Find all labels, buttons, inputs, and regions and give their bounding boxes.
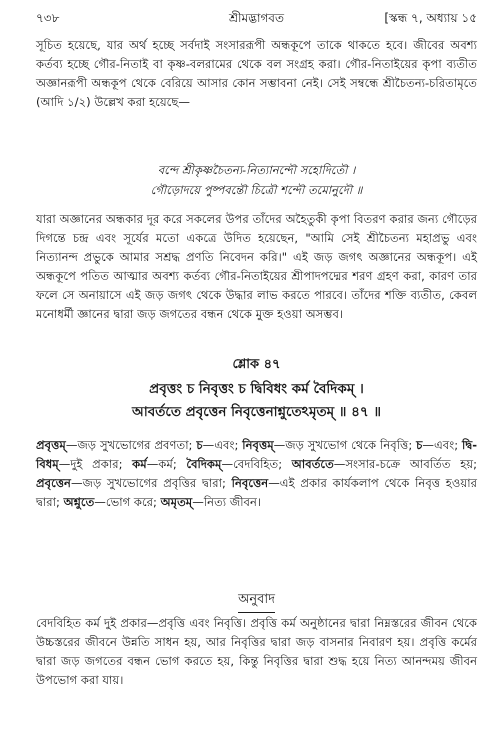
- synonym-meaning: —কর্ম;: [146, 457, 187, 471]
- sloka-line-1: প্রবৃত্তং চ নিবৃত্তং চ দ্বিবিধং কর্ম বৈদিকম্ ।: [149, 381, 364, 397]
- synonym-meaning: —নিত্য জীবন।: [192, 495, 262, 509]
- synonym-meaning: —জড় সুখভোগের প্রবণতা;: [65, 438, 197, 452]
- synonym-term: চ: [196, 438, 203, 452]
- purport-paragraph-1: সূচিত হয়েছে, যার অর্থ হচ্ছে সর্বদাই সংসাররূপী অন্ধকূপে তাকে থাকতে হবে। জীবের অবশ্য কর্তব্য হচ্ছে গৌর-নিতাই বা কৃষ্ণ-বলরামের থেকে বল সংগ্রহ করা। গৌর-নিতাইয়ের কৃপা ব্যতীত অজ্ঞানরূপী অন্ধকূপ থেকে বেরিয়ে আসার কোন সম্ভাবনা নেই। সেই সম্বন্ধে শ্রীচৈতন্য-চরিতামৃতে (আদি ১/২) উল্লেখ করা হয়েছে—: [36, 38, 477, 109]
- synonym-term: বৈদিকম্: [186, 457, 222, 471]
- synonym-meaning: —এবং;: [422, 438, 462, 452]
- purport-paragraph-2: যারা অজ্ঞানের অন্ধকার দূর করে সকলের উপর তাঁদের অহৈতুকী কৃপা বিতরণ করার জন্য গৌড়ের দিগন্তে চন্দ্র এবং সূর্যের মতো একত্রে উদিত হয়েছেন, "আমি সেই শ্রীচৈতন্য মহাপ্রভু এবং নিত্যানন্দ প্রভুকে আমার সশ্রদ্ধ প্রণতি নিবেদন করি।" এই জড় জগৎ অজ্ঞানের অন্ধকূপ। এই অন্ধকূপে পতিত আত্মার অবশ্য কর্তব্য গৌর-নিতাইয়ের শ্রীপাদপদ্মের শরণ গ্রহণ করা, কারণ তার ফলে সে অনায়াসে এই জড় জগৎ থেকে উদ্ধার লাভ করতে পারবে। তাঁদের শক্তি ব্যতীত, কেবল মনোধর্মী জ্ঞানের দ্বারা জড় জগতের বন্ধন থেকে মুক্ত হওয়া অসম্ভব।: [36, 212, 477, 321]
- synonym-term: দ্বি-বিধম্: [36, 438, 478, 471]
- synonym-term: অশ্নুতে: [63, 495, 95, 509]
- sloka-line-2: আবর্ততে প্রবৃত্তেন নিবৃত্তেনাশ্নুতেঽমৃতম্ ॥ ৪৭ ॥: [132, 404, 381, 420]
- synonym-meaning: —জড় সুখভোগের প্রবৃত্তির দ্বারা;: [70, 476, 232, 490]
- synonym-term: কর্ম: [132, 457, 147, 471]
- synonym-term: নিবৃত্তেন: [231, 476, 269, 490]
- synonym-meaning: —দুই প্রকার;: [58, 457, 133, 471]
- running-title: শ্রীমদ্ভাগবত: [228, 11, 284, 25]
- word-for-word-synonyms: [36, 436, 477, 512]
- sloka-heading: শ্লোক ৪৭: [232, 357, 281, 372]
- sloka-text: [36, 378, 477, 424]
- synonym-meaning: —ভোগ করে;: [94, 495, 161, 509]
- synonym-term: চ: [416, 438, 423, 452]
- quoted-verse-line-2: গৌড়োদয়ে পুষ্পবন্তৌ চিত্রৌ শন্দৌ তমোনুদৌ ॥: [150, 183, 363, 197]
- synonym-meaning: —সংসার-চক্রে আবর্তিত হয়;: [333, 457, 478, 471]
- synonym-meaning: —এই প্রকার কার্যকলাপ থেকে নিবৃত্ত হওয়ার দ্বারা;: [36, 476, 477, 509]
- synonym-term: অমৃতম্: [160, 495, 193, 509]
- synonym-term: নিবৃত্তম্: [242, 438, 274, 452]
- quoted-verse: [36, 160, 477, 200]
- synonym-meaning: —এবং;: [202, 438, 243, 452]
- synonym-term: আবর্ততে: [291, 457, 334, 471]
- quoted-verse-line-1: বন্দে শ্রীকৃষ্ণচৈতন্য-নিত্যানন্দৌ সহোদিতৌ ।: [157, 163, 356, 177]
- chapter-locator: [স্কন্ধ ৭, অধ্যায় ১৫: [384, 11, 477, 25]
- synonym-meaning: —বেদবিহিত;: [221, 457, 292, 471]
- synonym-term: প্রবৃত্তম্: [36, 438, 66, 452]
- translation-heading: [36, 590, 477, 613]
- translation-paragraph: বেদবিহিত কর্ম দুই প্রকার—প্রবৃত্তি এবং নিবৃত্তি। প্রবৃত্তি কর্ম অনুষ্ঠানের দ্বারা নিম্নস্তরের জীবন থেকে উচ্চস্তরের জীবনে উন্নতি সাধন হয়, আর নিবৃত্তির দ্বারা জড় বাসনার নিবারণ হয়। প্রবৃত্তি কর্মের দ্বারা জড় জগতের বন্ধন ভোগ করতে হয়, কিন্তু নিবৃত্তির দ্বারা শুদ্ধ হয়ে নিত্য আনন্দময় জীবন উপভোগ করা যায়।: [36, 616, 477, 687]
- page-number: ৭৩৮: [36, 11, 60, 25]
- translation-heading-label: অনুবাদ: [238, 590, 275, 613]
- page-header: [36, 10, 477, 28]
- synonym-meaning: —জড় সুখভোগ থেকে নিবৃত্তি;: [273, 438, 417, 452]
- synonym-term: প্রবৃত্তেন: [36, 476, 71, 490]
